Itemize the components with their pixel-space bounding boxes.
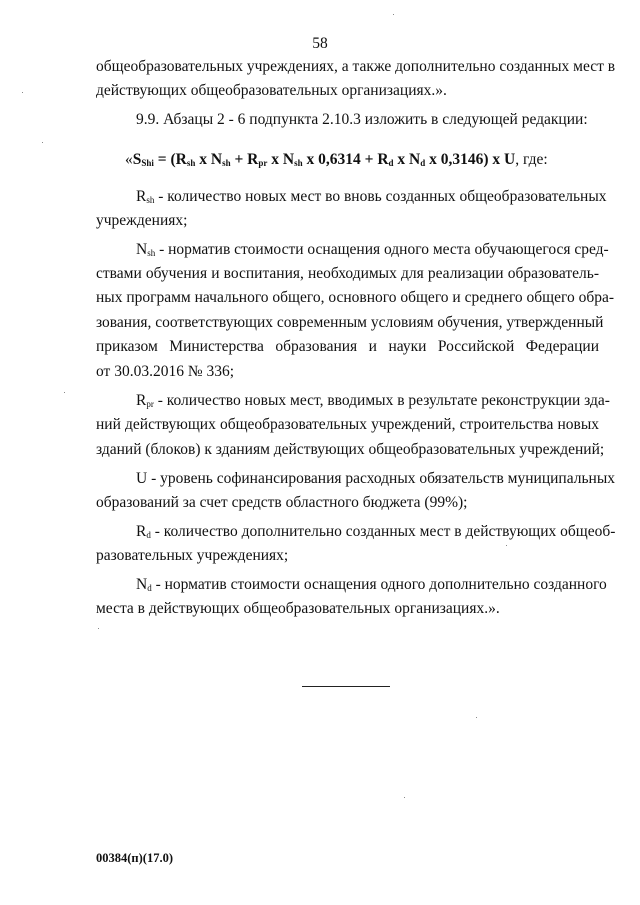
- definition-rsh: [136, 187, 607, 207]
- formula-part: 0,6314: [318, 151, 361, 168]
- formula-part: N: [210, 151, 223, 168]
- paragraph-line: ний действующих общеобразовательных учреждений, строительства новых: [96, 416, 599, 433]
- formula-part: R: [247, 151, 259, 168]
- scan-speck: [22, 92, 23, 93]
- symbol-subscript: pr: [146, 399, 154, 409]
- formula-part: «: [125, 151, 133, 168]
- formula-part: ) x U: [483, 151, 516, 168]
- paragraph-line: разовательных учреждениях;: [96, 547, 289, 564]
- symbol: R: [136, 523, 147, 540]
- symbol-subscript: sh: [146, 195, 155, 205]
- formula-part: x: [267, 151, 283, 168]
- paragraph-line: места в действующих общеобразовательных организациях.».: [96, 600, 500, 617]
- formula-part: S: [132, 151, 142, 168]
- formula-part: = (: [153, 151, 176, 168]
- formula-part: N: [282, 151, 295, 168]
- definition-text: - количество новых мест во вновь созданных общеобразовательных: [158, 188, 607, 205]
- definition-nd: [136, 575, 607, 595]
- paragraph-line: общеобразовательных учреждениях, а также дополнительно созданных мест в: [96, 58, 616, 75]
- document-code: 00384(п)(17.0): [96, 851, 173, 865]
- definition-nsh: [136, 240, 609, 260]
- paragraph-line: 9.9. Абзацы 2 - 6 подпункта 2.10.3 изложить в следующей редакции:: [136, 111, 588, 128]
- scan-speck: [506, 545, 507, 546]
- symbol: R: [136, 188, 147, 205]
- paragraph-line: от 30.03.2016 № 336;: [96, 363, 235, 380]
- page-number: 58: [312, 35, 328, 52]
- scan-speck: [476, 717, 477, 718]
- formula-part: x: [195, 151, 211, 168]
- paragraph-line: ных программ начального общего, основного общего и среднего общего обра-: [96, 289, 615, 306]
- paragraph-line: зования, соответствующих современным условиям обучения, утвержденный: [96, 314, 604, 331]
- definition-text: - норматив стоимости оснащения одного дополнительно созданного: [155, 576, 607, 593]
- formula-part: R: [175, 151, 187, 168]
- paragraph-line: образований за счет средств областного бюджета (99%);: [96, 494, 468, 511]
- paragraph-line: учреждениях;: [96, 212, 188, 229]
- formula: [125, 150, 548, 170]
- definition-text: - норматив стоимости оснащения одного места обучающегося сред-: [159, 241, 609, 258]
- formula-part: x: [393, 151, 410, 168]
- definition-rd: [136, 522, 616, 542]
- definition-rpr: [136, 391, 610, 411]
- scan-speck: [42, 142, 43, 143]
- formula-part: R: [377, 151, 389, 168]
- symbol: R: [136, 392, 147, 409]
- symbol: N: [136, 241, 148, 258]
- paragraph-line: зданий (блоков) к зданиям действующих общеобразовательных учреждений;: [96, 441, 605, 458]
- paragraph-line: приказом Министерства образования и науки Российской Федерации: [96, 338, 599, 355]
- formula-part: +: [230, 151, 248, 168]
- formula-subscript: pr: [258, 158, 268, 168]
- definition-u: U - уровень софинансирования расходных обязательств муниципальных: [136, 470, 615, 487]
- definition-text: - количество дополнительно созданных мест в действующих общеоб-: [154, 523, 616, 540]
- formula-part: N: [409, 151, 421, 168]
- scan-speck: [404, 797, 405, 798]
- formula-subscript: sh: [186, 158, 196, 168]
- formula-part: 0,3146: [440, 151, 484, 168]
- formula-part: x: [425, 151, 441, 168]
- formula-part: x: [302, 151, 319, 168]
- scan-speck: [98, 628, 99, 629]
- separator-line: [302, 686, 390, 687]
- formula-subscript: Shi: [141, 158, 154, 168]
- formula-subscript: sh: [222, 158, 231, 168]
- symbol-subscript: d: [146, 530, 151, 540]
- scan-speck: [393, 14, 394, 15]
- formula-subscript: d: [420, 158, 426, 168]
- paragraph-line: действующих общеобразовательных организациях.».: [96, 82, 447, 99]
- formula-part: , где:: [515, 151, 548, 168]
- symbol: N: [136, 576, 148, 593]
- formula-subscript: d: [388, 158, 394, 168]
- scan-speck: [64, 392, 65, 393]
- symbol-subscript: sh: [147, 248, 156, 258]
- symbol-subscript: d: [147, 583, 152, 593]
- paragraph-line: ствами обучения и воспитания, необходимых для реализации образователь-: [96, 265, 599, 282]
- formula-subscript: sh: [294, 158, 303, 168]
- definition-text: - количество новых мест, вводимых в результате реконструкции зда-: [157, 392, 610, 409]
- formula-part: +: [360, 151, 378, 168]
